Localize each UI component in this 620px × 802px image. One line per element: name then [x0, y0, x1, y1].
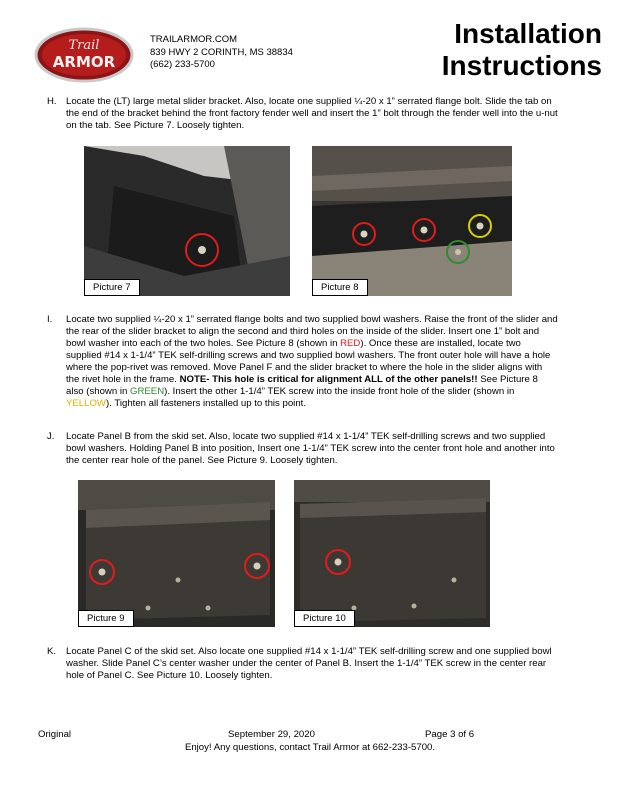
- step-i: I. Locate two supplied ¼-20 x 1” serrated flange bolts and two supplied bowl washers. Raise the front of the slider and the rear of the slider bracket to align the second and third holes on the inside of the slider. Insert one 1” bolt and bowl washer into each of the two holes. See Picture 8 (shown in RED). Once these are installed, locate two supplied #14 x 1-1/4” TEK self-drilling screws and two supplied bowl washers. The front outer hole will have a hole where the pop-rivet was removed. Move Panel F and the slider bracket to where the hole in the slider aligns with the rivet hole in the frame. NOTE- This hole is critical for alignment ALL of the other panels!! See Picture 8 also (shown in GREEN). Insert the other 1-1/4” TEK screw into the inside front hole of the slider (shown in YELLOW). Tighten all fasteners installed up to this point.: [47, 314, 558, 409]
- picture-10-caption: Picture 10: [294, 610, 355, 627]
- footer-version: Original: [38, 729, 72, 740]
- picture-9-photo: [78, 480, 275, 627]
- alignment-note: NOTE- This hole is critical for alignment ALL of the other panels!!: [179, 374, 478, 385]
- picture-7-photo: [84, 146, 290, 296]
- step-j: [47, 431, 558, 467]
- step-k: [47, 646, 558, 682]
- trail-armor-logo: [34, 27, 134, 83]
- picture-8-caption: Picture 8: [312, 279, 368, 296]
- footer-date: September 29, 2020: [228, 729, 315, 740]
- step-letter: H.: [47, 96, 57, 107]
- yellow-label: YELLOW: [66, 398, 106, 409]
- company-website: TRAILARMOR.COM: [150, 34, 238, 45]
- picture-9-caption: Picture 9: [78, 610, 134, 627]
- green-label: GREEN: [130, 386, 165, 397]
- step-h: [47, 96, 558, 132]
- company-address: 839 HWY 2 CORINTH, MS 38834: [150, 46, 293, 58]
- picture-8-photo: [312, 146, 512, 296]
- footer-page-number: Page 3 of 6: [425, 729, 475, 740]
- company-phone: (662) 233-5700: [150, 59, 215, 70]
- picture-10-photo: [294, 480, 490, 627]
- footer-contact: Enjoy! Any questions, contact Trail Armor at 662-233-5700.: [184, 742, 436, 753]
- step-letter: I.: [47, 314, 53, 325]
- picture-7-caption: Picture 7: [84, 279, 140, 296]
- step-text: Locate Panel C of the skid set. Also locate one supplied #14 x 1-1/4” TEK self-drilling screw and one supplied bowl washer. Slide Panel C’s center washer under the center of Panel B. Insert the 1-1/4” TEK screw in the center rear hole of Panel C. See Picture 10. Loosely tighten.: [66, 646, 552, 681]
- step-text: Locate Panel B from the skid set. Also, locate two supplied #14 x 1-1/4” TEK self-drilling screws and two supplied bowl washers. Holding Panel B into position, Insert one 1-1/4” TEK screw into the center front hole and another into the center rear hole of the panel. See Picture 9. Loosely tighten.: [66, 431, 555, 466]
- step-text: Locate the (LT) large metal slider bracket. Also, locate one supplied ¼-20 x 1” serrated flange bolt. Slide the tab on the end of the bracket behind the front factory fender well and insert the 1” bolt through the fender well into the u-nut on the tab. See Picture 7. Loosely tighten.: [66, 96, 558, 131]
- page-title: Installation Instructions: [441, 18, 602, 81]
- red-label: RED: [340, 338, 361, 349]
- svg-text:ARMOR: ARMOR: [52, 53, 116, 71]
- company-info: [150, 34, 293, 72]
- step-letter: J.: [47, 431, 55, 442]
- svg-text:Trail: Trail: [68, 38, 100, 53]
- step-letter: K.: [47, 646, 57, 657]
